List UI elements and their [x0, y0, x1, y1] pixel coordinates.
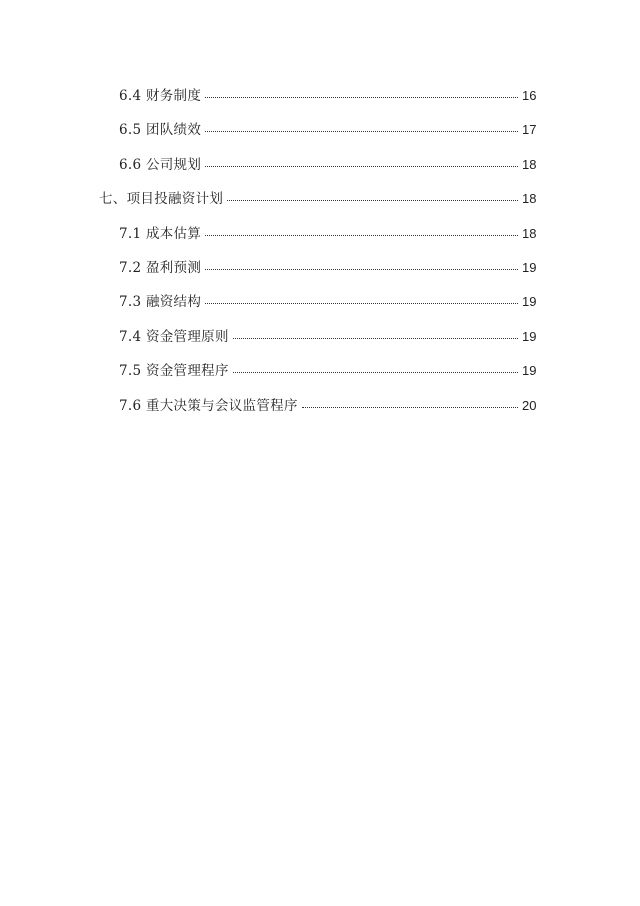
toc-entry-title: 7.6 重大决策与会议监管程序 — [119, 397, 298, 414]
dot-leader — [205, 165, 518, 167]
toc-entry[interactable] — [0, 153, 640, 187]
dot-leader — [227, 199, 518, 201]
toc-entry-title: 6.4 财务制度 — [119, 88, 202, 104]
toc-entry-page: 18 — [522, 156, 537, 172]
toc-entry[interactable] — [0, 256, 640, 290]
toc-entry-page: 18 — [522, 191, 537, 207]
toc-entry[interactable] — [0, 394, 640, 428]
dot-leader — [205, 302, 518, 304]
toc-chapter-entry[interactable] — [0, 187, 640, 221]
toc-entry-title: 七、项目投融资计划 — [99, 191, 224, 208]
dot-leader — [205, 96, 518, 98]
dot-leader — [233, 371, 518, 373]
toc-entry-page: 16 — [522, 88, 537, 103]
toc-entry[interactable] — [0, 118, 640, 152]
toc-entry[interactable] — [0, 325, 640, 359]
toc-entry-title: 6.6 公司规划 — [119, 156, 202, 173]
toc-entry-page: 17 — [522, 122, 537, 138]
toc-entry-title: 7.3 融资结构 — [119, 294, 202, 311]
toc-entry-page: 18 — [522, 225, 537, 241]
toc-entry-title: 6.5 团队绩效 — [119, 122, 202, 139]
toc-entry-title: 7.5 资金管理程序 — [119, 363, 229, 380]
dot-leader — [302, 406, 518, 408]
toc-entry-page: 20 — [522, 397, 537, 413]
toc-entry-page: 19 — [522, 363, 537, 379]
toc-entry[interactable] — [0, 290, 640, 324]
toc-entry-title: 7.1 成本估算 — [119, 225, 202, 242]
dot-leader — [205, 268, 518, 270]
toc-entry[interactable] — [0, 359, 640, 393]
toc-entry-page: 19 — [522, 294, 537, 310]
table-of-contents — [0, 84, 640, 428]
toc-entry-page: 19 — [522, 328, 537, 344]
dot-leader — [205, 234, 518, 236]
toc-entry-title: 7.2 盈利预测 — [119, 259, 202, 276]
toc-entry[interactable] — [0, 84, 640, 118]
toc-entry[interactable] — [0, 222, 640, 256]
toc-entry-title: 7.4 资金管理原则 — [119, 328, 229, 345]
toc-entry-page: 19 — [522, 259, 537, 275]
dot-leader — [205, 130, 518, 132]
dot-leader — [233, 337, 518, 339]
